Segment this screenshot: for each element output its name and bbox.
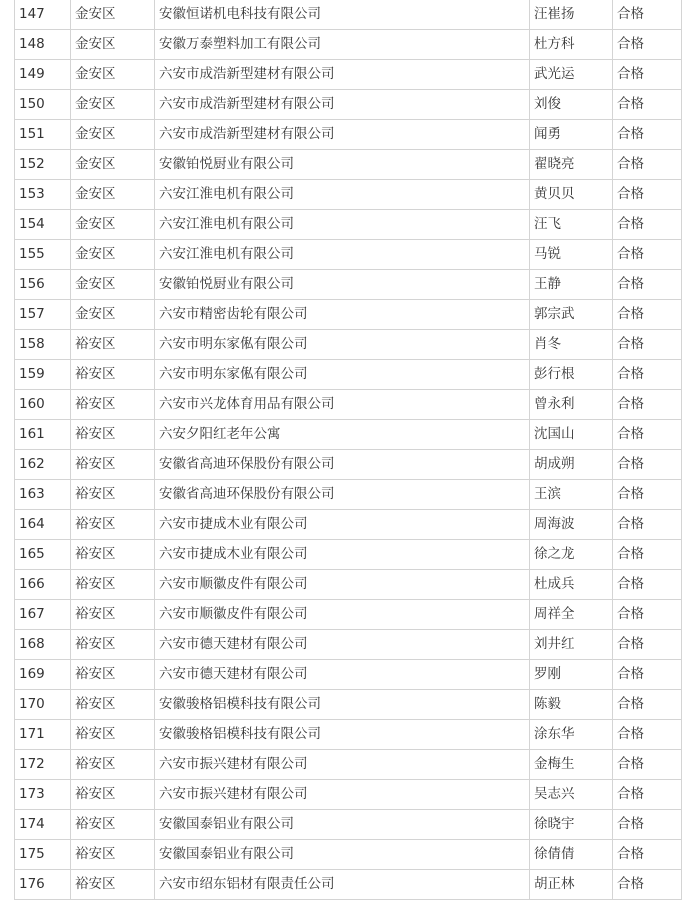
district-cell: 裕安区	[71, 540, 155, 570]
row-number-cell: 155	[15, 240, 71, 270]
result-cell: 合格	[613, 750, 682, 780]
person-name-cell: 闻勇	[530, 120, 613, 150]
result-cell: 合格	[613, 810, 682, 840]
table-row	[15, 180, 682, 210]
result-cell: 合格	[613, 300, 682, 330]
district-cell: 裕安区	[71, 360, 155, 390]
row-number-cell: 166	[15, 570, 71, 600]
row-number-cell: 160	[15, 390, 71, 420]
person-name-cell: 王滨	[530, 480, 613, 510]
person-name-cell: 武光运	[530, 60, 613, 90]
person-name-cell: 吴志兴	[530, 780, 613, 810]
row-number-cell: 150	[15, 90, 71, 120]
result-cell: 合格	[613, 360, 682, 390]
company-cell: 六安夕阳红老年公寓	[155, 420, 530, 450]
district-cell: 金安区	[71, 240, 155, 270]
row-number-cell: 176	[15, 870, 71, 900]
company-cell: 六安市顺徽皮件有限公司	[155, 600, 530, 630]
result-cell: 合格	[613, 540, 682, 570]
person-name-cell: 金梅生	[530, 750, 613, 780]
company-cell: 安徽国泰铝业有限公司	[155, 840, 530, 870]
district-cell: 裕安区	[71, 330, 155, 360]
person-name-cell: 马锐	[530, 240, 613, 270]
result-cell: 合格	[613, 690, 682, 720]
table-row	[15, 120, 682, 150]
district-cell: 金安区	[71, 300, 155, 330]
row-number-cell: 148	[15, 30, 71, 60]
table-row	[15, 630, 682, 660]
person-name-cell: 陈毅	[530, 690, 613, 720]
person-name-cell: 沈国山	[530, 420, 613, 450]
district-cell: 裕安区	[71, 750, 155, 780]
table-row	[15, 570, 682, 600]
company-cell: 安徽铂悦厨业有限公司	[155, 150, 530, 180]
result-cell: 合格	[613, 240, 682, 270]
person-name-cell: 曾永利	[530, 390, 613, 420]
district-cell: 裕安区	[71, 840, 155, 870]
table-row	[15, 540, 682, 570]
company-cell: 六安江淮电机有限公司	[155, 180, 530, 210]
result-cell: 合格	[613, 870, 682, 900]
table-row	[15, 270, 682, 300]
table-row	[15, 750, 682, 780]
row-number-cell: 162	[15, 450, 71, 480]
district-cell: 裕安区	[71, 870, 155, 900]
district-cell: 裕安区	[71, 510, 155, 540]
district-cell: 裕安区	[71, 660, 155, 690]
district-cell: 裕安区	[71, 630, 155, 660]
person-name-cell: 彭行根	[530, 360, 613, 390]
person-name-cell: 刘俊	[530, 90, 613, 120]
company-cell: 六安市德天建材有限公司	[155, 660, 530, 690]
row-number-cell: 167	[15, 600, 71, 630]
result-cell: 合格	[613, 840, 682, 870]
row-number-cell: 149	[15, 60, 71, 90]
company-cell: 六安市顺徽皮件有限公司	[155, 570, 530, 600]
district-cell: 金安区	[71, 60, 155, 90]
district-cell: 裕安区	[71, 720, 155, 750]
result-cell: 合格	[613, 570, 682, 600]
result-cell: 合格	[613, 600, 682, 630]
result-cell: 合格	[613, 30, 682, 60]
table-row	[15, 810, 682, 840]
table-row	[15, 600, 682, 630]
company-cell: 六安市成浩新型建材有限公司	[155, 120, 530, 150]
table-row	[15, 870, 682, 900]
table-row	[15, 240, 682, 270]
row-number-cell: 157	[15, 300, 71, 330]
result-cell: 合格	[613, 450, 682, 480]
company-cell: 六安江淮电机有限公司	[155, 240, 530, 270]
result-cell: 合格	[613, 330, 682, 360]
result-cell: 合格	[613, 720, 682, 750]
result-cell: 合格	[613, 150, 682, 180]
table-row	[15, 510, 682, 540]
person-name-cell: 翟晓亮	[530, 150, 613, 180]
result-cell: 合格	[613, 60, 682, 90]
district-cell: 裕安区	[71, 570, 155, 600]
results-table	[14, 0, 682, 900]
table-row	[15, 0, 682, 30]
row-number-cell: 172	[15, 750, 71, 780]
result-cell: 合格	[613, 660, 682, 690]
company-cell: 安徽恒诺机电科技有限公司	[155, 0, 530, 30]
person-name-cell: 汪崔扬	[530, 0, 613, 30]
results-table-body	[15, 0, 682, 900]
person-name-cell: 杜成兵	[530, 570, 613, 600]
person-name-cell: 罗刚	[530, 660, 613, 690]
table-row	[15, 660, 682, 690]
table-row	[15, 60, 682, 90]
district-cell: 裕安区	[71, 600, 155, 630]
person-name-cell: 杜方科	[530, 30, 613, 60]
row-number-cell: 152	[15, 150, 71, 180]
result-cell: 合格	[613, 510, 682, 540]
company-cell: 安徽万泰塑料加工有限公司	[155, 30, 530, 60]
table-row	[15, 480, 682, 510]
district-cell: 裕安区	[71, 780, 155, 810]
table-row	[15, 360, 682, 390]
person-name-cell: 郭宗武	[530, 300, 613, 330]
result-cell: 合格	[613, 0, 682, 30]
company-cell: 安徽骏格铝模科技有限公司	[155, 690, 530, 720]
row-number-cell: 163	[15, 480, 71, 510]
district-cell: 金安区	[71, 120, 155, 150]
row-number-cell: 174	[15, 810, 71, 840]
company-cell: 六安市捷成木业有限公司	[155, 540, 530, 570]
person-name-cell: 徐之龙	[530, 540, 613, 570]
company-cell: 六安市振兴建材有限公司	[155, 750, 530, 780]
result-cell: 合格	[613, 390, 682, 420]
table-row	[15, 720, 682, 750]
company-cell: 六安市明东家俬有限公司	[155, 360, 530, 390]
row-number-cell: 165	[15, 540, 71, 570]
company-cell: 六安市精密齿轮有限公司	[155, 300, 530, 330]
row-number-cell: 151	[15, 120, 71, 150]
result-cell: 合格	[613, 210, 682, 240]
table-row	[15, 30, 682, 60]
district-cell: 裕安区	[71, 690, 155, 720]
result-cell: 合格	[613, 630, 682, 660]
result-cell: 合格	[613, 780, 682, 810]
company-cell: 安徽省高迪环保股份有限公司	[155, 480, 530, 510]
company-cell: 六安市振兴建材有限公司	[155, 780, 530, 810]
row-number-cell: 169	[15, 660, 71, 690]
row-number-cell: 161	[15, 420, 71, 450]
table-row	[15, 690, 682, 720]
person-name-cell: 周祥全	[530, 600, 613, 630]
district-cell: 裕安区	[71, 480, 155, 510]
person-name-cell: 周海波	[530, 510, 613, 540]
row-number-cell: 175	[15, 840, 71, 870]
company-cell: 六安市明东家俬有限公司	[155, 330, 530, 360]
company-cell: 安徽铂悦厨业有限公司	[155, 270, 530, 300]
district-cell: 金安区	[71, 90, 155, 120]
row-number-cell: 168	[15, 630, 71, 660]
company-cell: 六安市成浩新型建材有限公司	[155, 60, 530, 90]
company-cell: 六安市成浩新型建材有限公司	[155, 90, 530, 120]
person-name-cell: 胡正林	[530, 870, 613, 900]
district-cell: 金安区	[71, 210, 155, 240]
table-row	[15, 450, 682, 480]
company-cell: 安徽骏格铝模科技有限公司	[155, 720, 530, 750]
person-name-cell: 胡成朔	[530, 450, 613, 480]
company-cell: 安徽国泰铝业有限公司	[155, 810, 530, 840]
table-row	[15, 90, 682, 120]
table-row	[15, 780, 682, 810]
row-number-cell: 153	[15, 180, 71, 210]
person-name-cell: 王静	[530, 270, 613, 300]
person-name-cell: 肖冬	[530, 330, 613, 360]
row-number-cell: 158	[15, 330, 71, 360]
result-cell: 合格	[613, 270, 682, 300]
result-cell: 合格	[613, 420, 682, 450]
table-row	[15, 300, 682, 330]
result-cell: 合格	[613, 180, 682, 210]
district-cell: 金安区	[71, 180, 155, 210]
result-cell: 合格	[613, 480, 682, 510]
row-number-cell: 164	[15, 510, 71, 540]
district-cell: 裕安区	[71, 420, 155, 450]
person-name-cell: 汪飞	[530, 210, 613, 240]
row-number-cell: 171	[15, 720, 71, 750]
district-cell: 金安区	[71, 150, 155, 180]
row-number-cell: 154	[15, 210, 71, 240]
row-number-cell: 147	[15, 0, 71, 30]
company-cell: 六安市捷成木业有限公司	[155, 510, 530, 540]
person-name-cell: 刘井红	[530, 630, 613, 660]
company-cell: 六安市兴龙体育用品有限公司	[155, 390, 530, 420]
table-row	[15, 420, 682, 450]
district-cell: 裕安区	[71, 390, 155, 420]
company-cell: 六安市绍东铝材有限责任公司	[155, 870, 530, 900]
table-row	[15, 840, 682, 870]
district-cell: 金安区	[71, 0, 155, 30]
person-name-cell: 徐倩倩	[530, 840, 613, 870]
person-name-cell: 徐晓宇	[530, 810, 613, 840]
table-row	[15, 330, 682, 360]
table-row	[15, 210, 682, 240]
district-cell: 金安区	[71, 270, 155, 300]
table-row	[15, 390, 682, 420]
row-number-cell: 173	[15, 780, 71, 810]
district-cell: 金安区	[71, 30, 155, 60]
table-row	[15, 150, 682, 180]
company-cell: 安徽省高迪环保股份有限公司	[155, 450, 530, 480]
result-cell: 合格	[613, 90, 682, 120]
row-number-cell: 156	[15, 270, 71, 300]
person-name-cell: 涂东华	[530, 720, 613, 750]
row-number-cell: 170	[15, 690, 71, 720]
company-cell: 六安市德天建材有限公司	[155, 630, 530, 660]
company-cell: 六安江淮电机有限公司	[155, 210, 530, 240]
district-cell: 裕安区	[71, 810, 155, 840]
result-cell: 合格	[613, 120, 682, 150]
row-number-cell: 159	[15, 360, 71, 390]
district-cell: 裕安区	[71, 450, 155, 480]
person-name-cell: 黄贝贝	[530, 180, 613, 210]
